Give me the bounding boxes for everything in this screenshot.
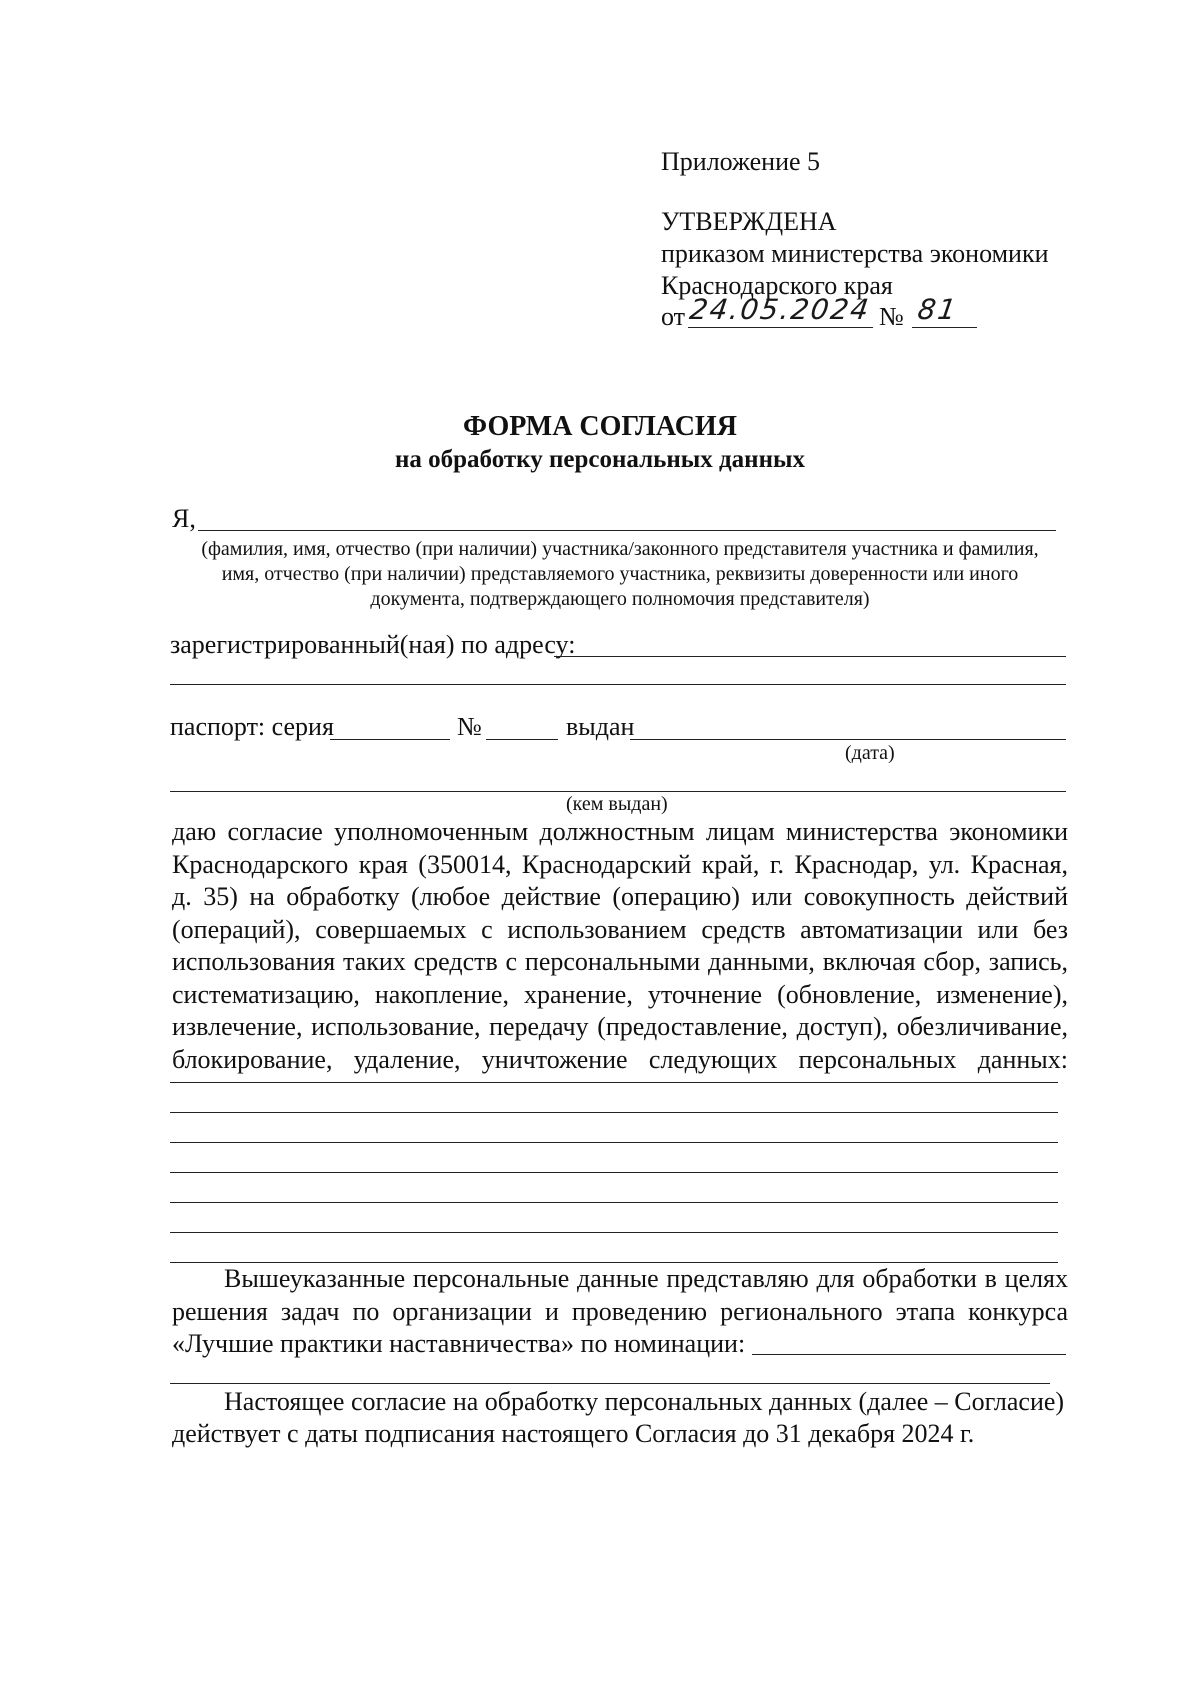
consent-paragraph — [172, 816, 1068, 1076]
consent-line-2: Краснодарского края (350014, Краснодарский край, г. Краснодар, ул. Красная, — [172, 849, 1068, 879]
name-caption-line-1: (фамилия, имя, отчество (при наличии) участника/законного представителя участника и фамилия, — [201, 538, 1039, 560]
name-caption — [160, 537, 1080, 612]
date-caption: (дата) — [845, 742, 895, 764]
name-field-line[interactable] — [198, 530, 1056, 531]
purpose-line-3: «Лучшие практики наставничества» по номинации: — [172, 1329, 746, 1358]
name-prefix: Я, — [172, 504, 196, 533]
consent-line-1: даю согласие уполномоченным должностным лицам министерства экономики — [172, 817, 1068, 846]
validity-paragraph — [172, 1386, 1068, 1450]
consent-line-5: использования таких средств с персональными данными, включая сбор, запись, — [172, 947, 1068, 976]
order-line-1: приказом министерства экономики — [661, 239, 1049, 268]
address-label: зарегистрированный(ная) по адресу: — [170, 630, 576, 659]
issued-label: выдан — [566, 712, 635, 741]
approved-label: УТВЕРЖДЕНА — [661, 207, 837, 236]
data-list-line-5[interactable] — [170, 1202, 1058, 1203]
data-list-line-3[interactable] — [170, 1142, 1058, 1143]
passport-label: паспорт: серия — [170, 712, 334, 741]
consent-line-8: блокирование, удаление, уничтожение следующих персональных данных: — [172, 1044, 1068, 1074]
address-field-line-1[interactable] — [554, 656, 1066, 657]
number-prefix: № — [879, 302, 904, 331]
purpose-line-1: Вышеуказанные персональные данные представляю для обработки в целях — [224, 1264, 1068, 1293]
form-subtitle: на обработку персональных данных — [395, 446, 805, 473]
purpose-paragraph — [172, 1263, 1068, 1360]
name-caption-line-2: имя, отчество (при наличии) представляемого участника, реквизиты доверенности или иного — [221, 563, 1019, 585]
order-line-2: Краснодарского края — [661, 271, 893, 300]
handwritten-date: 24.05.2024 — [687, 293, 873, 326]
consent-line-4: (операций), совершаемых с использованием средств автоматизации или без — [172, 914, 1068, 944]
appendix-label: Приложение 5 — [661, 147, 821, 176]
data-list-line-4[interactable] — [170, 1172, 1058, 1173]
consent-line-6: систематизацию, накопление, хранение, уточнение (обновление, изменение), — [172, 979, 1068, 1009]
passport-number-line[interactable] — [486, 739, 558, 740]
date-prefix: от — [661, 302, 686, 331]
purpose-line-2: решения задач по организации и проведению регионального этапа конкурса — [172, 1296, 1068, 1326]
data-list-line-6[interactable] — [170, 1232, 1058, 1233]
issued-by-caption: (кем выдан) — [566, 793, 668, 815]
data-list-line-1[interactable] — [170, 1082, 1058, 1083]
passport-series-line[interactable] — [330, 739, 450, 740]
validity-line-1: Настоящее согласие на обработку персональных данных (далее – Согласие) — [224, 1387, 1065, 1416]
validity-line-2: действует с даты подписания настоящего Согласия до 31 декабря 2024 г. — [172, 1419, 975, 1448]
date-underline — [688, 327, 873, 328]
nomination-line-1[interactable] — [752, 1354, 1066, 1355]
consent-line-3: д. 35) на обработку (любое действие (операцию) или совокупность действий — [172, 882, 1068, 911]
nomination-line-2[interactable] — [170, 1383, 1050, 1384]
form-title: ФОРМА СОГЛАСИЯ — [463, 411, 737, 442]
name-caption-line-3: документа, подтверждающего полномочия представителя) — [370, 588, 870, 610]
number-underline — [912, 327, 977, 328]
passport-number-label: № — [457, 712, 482, 741]
consent-line-7: извлечение, использование, передачу (предоставление, доступ), обезличивание, — [172, 1012, 1068, 1041]
data-list-line-2[interactable] — [170, 1112, 1058, 1113]
address-field-line-2[interactable] — [170, 684, 1066, 685]
handwritten-number: 81 — [915, 293, 960, 326]
